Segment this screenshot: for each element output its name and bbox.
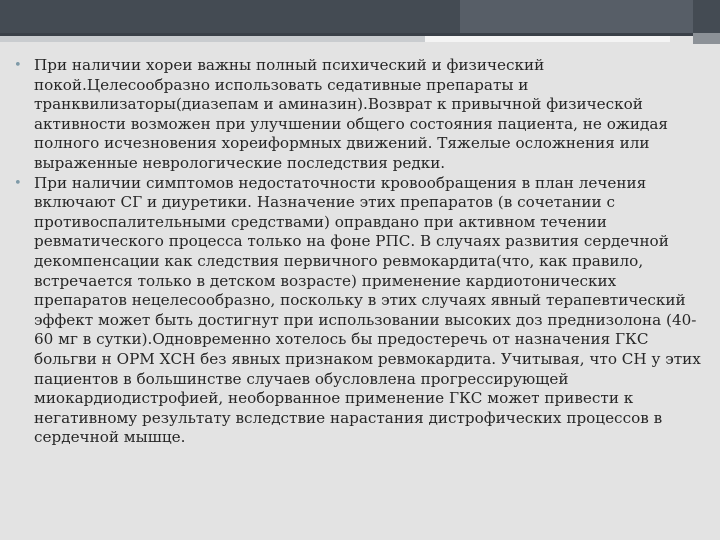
header-corner-block — [693, 33, 720, 44]
bullet-text: При наличии хореи важны полный психический и физический покой.Целесообразно использовать седативные препараты и транквилизаторы(диазепам и аминазин).Возврат к привычной физической активности возможен при улучшении общего состояния пациента, не ожидая полного исчезновения хореиформных движений. Тяжелые осложнения или выраженные неврологические последствия редки. — [34, 56, 668, 172]
bullet-text: При наличии симптомов недостаточности кровообращения в план лечения включают СГ и диуретики. Назначение этих препаратов (в сочетании с противоспалительными средствами) оправдано при активном течении ревматического процесса только на фоне РПС. В случаях развития сердечной декомпенсации как следствия первичного ревмокардита(что, как правило, встречается только в детском возрасте) применение кардиотонических препаратов нецелесообразно, поскольку в этих случаях явный терапевтический эффект может быть достигнут при использовании высоких доз преднизолона (40-60 мг в сутки).Одновременно хотелось бы предостеречь от назначения ГКС больгви н ОРМ ХСН без явных признаком ревмокардита. Учитывая, что СН у этих пациентов в большинстве случаев обусловлена прогрессирующей миокардиодистрофией, необорванное применение ГКС может привести к негативному результату вследствие нарастания дистрофических процессов в сердечной мышце. — [34, 173, 701, 447]
header-stripe-left — [0, 36, 425, 42]
bullet-icon: • — [14, 175, 22, 191]
bullet-item — [13, 56, 713, 174]
slide-body — [13, 56, 713, 448]
bullet-item — [13, 174, 713, 448]
bullet-icon: • — [14, 58, 22, 73]
header-stripe-highlight — [425, 36, 670, 42]
header-accent-block — [460, 0, 693, 33]
